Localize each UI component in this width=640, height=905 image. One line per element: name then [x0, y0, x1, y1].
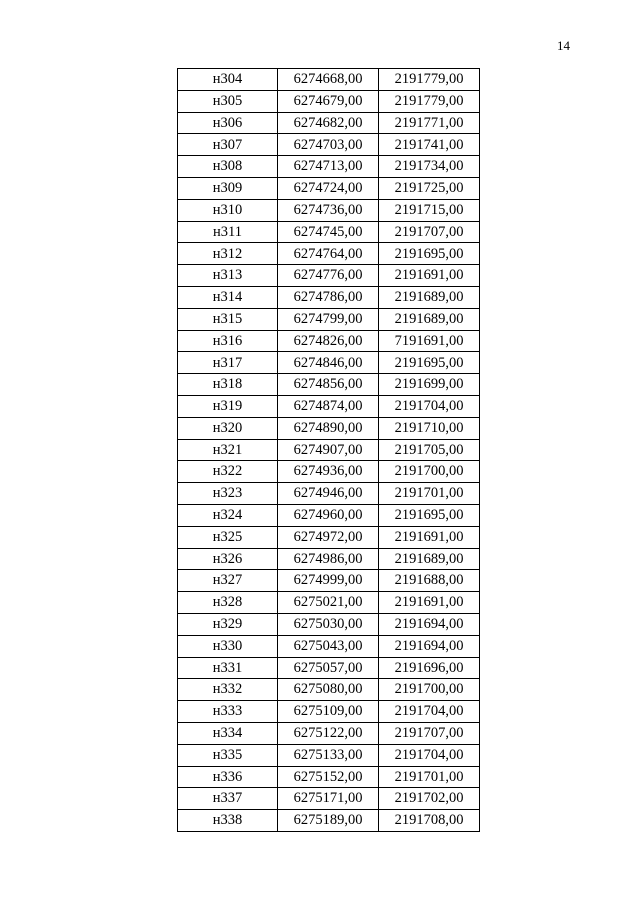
y-coordinate-cell: 2191695,00	[379, 504, 480, 526]
point-id-cell: н316	[178, 330, 278, 352]
y-coordinate-cell: 2191695,00	[379, 352, 480, 374]
x-coordinate-cell: 6274724,00	[278, 177, 379, 199]
y-coordinate-cell: 2191710,00	[379, 417, 480, 439]
point-id-cell: н322	[178, 461, 278, 483]
x-coordinate-cell: 6274846,00	[278, 352, 379, 374]
y-coordinate-cell: 2191702,00	[379, 788, 480, 810]
x-coordinate-cell: 6274946,00	[278, 483, 379, 505]
table-row	[178, 221, 480, 243]
point-id-cell: н312	[178, 243, 278, 265]
point-id-cell: н333	[178, 701, 278, 723]
table-row	[178, 439, 480, 461]
table-row	[178, 395, 480, 417]
y-coordinate-cell: 2191700,00	[379, 679, 480, 701]
table-row	[178, 286, 480, 308]
table-row	[178, 112, 480, 134]
y-coordinate-cell: 2191689,00	[379, 286, 480, 308]
point-id-cell: н311	[178, 221, 278, 243]
coordinates-table-body	[178, 69, 480, 832]
x-coordinate-cell: 6274999,00	[278, 570, 379, 592]
table-row	[178, 548, 480, 570]
x-coordinate-cell: 6275122,00	[278, 722, 379, 744]
table-row	[178, 352, 480, 374]
table-row	[178, 69, 480, 91]
table-row	[178, 592, 480, 614]
y-coordinate-cell: 2191691,00	[379, 592, 480, 614]
table-row	[178, 613, 480, 635]
point-id-cell: н326	[178, 548, 278, 570]
table-row	[178, 483, 480, 505]
point-id-cell: н314	[178, 286, 278, 308]
x-coordinate-cell: 6274799,00	[278, 308, 379, 330]
y-coordinate-cell: 2191707,00	[379, 221, 480, 243]
point-id-cell: н308	[178, 156, 278, 178]
x-coordinate-cell: 6274936,00	[278, 461, 379, 483]
point-id-cell: н327	[178, 570, 278, 592]
x-coordinate-cell: 6274972,00	[278, 526, 379, 548]
x-coordinate-cell: 6274679,00	[278, 90, 379, 112]
x-coordinate-cell: 6275109,00	[278, 701, 379, 723]
point-id-cell: н332	[178, 679, 278, 701]
y-coordinate-cell: 2191695,00	[379, 243, 480, 265]
table-row	[178, 134, 480, 156]
x-coordinate-cell: 6274668,00	[278, 69, 379, 91]
point-id-cell: н329	[178, 613, 278, 635]
y-coordinate-cell: 2191779,00	[379, 90, 480, 112]
y-coordinate-cell: 2191715,00	[379, 199, 480, 221]
table-row	[178, 417, 480, 439]
point-id-cell: н335	[178, 744, 278, 766]
table-row	[178, 265, 480, 287]
table-row	[178, 308, 480, 330]
point-id-cell: н334	[178, 722, 278, 744]
x-coordinate-cell: 6274703,00	[278, 134, 379, 156]
y-coordinate-cell: 2191691,00	[379, 265, 480, 287]
point-id-cell: н330	[178, 635, 278, 657]
table-row	[178, 374, 480, 396]
point-id-cell: н336	[178, 766, 278, 788]
x-coordinate-cell: 6274736,00	[278, 199, 379, 221]
point-id-cell: н331	[178, 657, 278, 679]
point-id-cell: н319	[178, 395, 278, 417]
y-coordinate-cell: 2191689,00	[379, 308, 480, 330]
x-coordinate-cell: 6275152,00	[278, 766, 379, 788]
x-coordinate-cell: 6274776,00	[278, 265, 379, 287]
x-coordinate-cell: 6274960,00	[278, 504, 379, 526]
table-row	[178, 461, 480, 483]
x-coordinate-cell: 6274890,00	[278, 417, 379, 439]
point-id-cell: н324	[178, 504, 278, 526]
point-id-cell: н313	[178, 265, 278, 287]
table-row	[178, 657, 480, 679]
x-coordinate-cell: 6274713,00	[278, 156, 379, 178]
x-coordinate-cell: 6274826,00	[278, 330, 379, 352]
x-coordinate-cell: 6275171,00	[278, 788, 379, 810]
y-coordinate-cell: 2191705,00	[379, 439, 480, 461]
table-row	[178, 330, 480, 352]
point-id-cell: н305	[178, 90, 278, 112]
x-coordinate-cell: 6274907,00	[278, 439, 379, 461]
table-row	[178, 570, 480, 592]
page-number: 14	[557, 38, 570, 53]
y-coordinate-cell: 2191704,00	[379, 744, 480, 766]
point-id-cell: н310	[178, 199, 278, 221]
y-coordinate-cell: 2191707,00	[379, 722, 480, 744]
point-id-cell: н317	[178, 352, 278, 374]
y-coordinate-cell: 2191696,00	[379, 657, 480, 679]
y-coordinate-cell: 2191699,00	[379, 374, 480, 396]
table-row	[178, 156, 480, 178]
y-coordinate-cell: 2191694,00	[379, 613, 480, 635]
x-coordinate-cell: 6274786,00	[278, 286, 379, 308]
y-coordinate-cell: 2191694,00	[379, 635, 480, 657]
table-row	[178, 766, 480, 788]
y-coordinate-cell: 2191688,00	[379, 570, 480, 592]
y-coordinate-cell: 2191691,00	[379, 526, 480, 548]
table-row	[178, 788, 480, 810]
y-coordinate-cell: 7191691,00	[379, 330, 480, 352]
table-row	[178, 701, 480, 723]
point-id-cell: н304	[178, 69, 278, 91]
table-row	[178, 199, 480, 221]
x-coordinate-cell: 6275021,00	[278, 592, 379, 614]
x-coordinate-cell: 6274856,00	[278, 374, 379, 396]
table-row	[178, 722, 480, 744]
point-id-cell: н323	[178, 483, 278, 505]
table-row	[178, 679, 480, 701]
y-coordinate-cell: 2191771,00	[379, 112, 480, 134]
y-coordinate-cell: 2191734,00	[379, 156, 480, 178]
coordinates-table	[177, 68, 480, 832]
table-row	[178, 810, 480, 832]
point-id-cell: н328	[178, 592, 278, 614]
point-id-cell: н307	[178, 134, 278, 156]
y-coordinate-cell: 2191704,00	[379, 701, 480, 723]
table-row	[178, 635, 480, 657]
x-coordinate-cell: 6275189,00	[278, 810, 379, 832]
point-id-cell: н315	[178, 308, 278, 330]
x-coordinate-cell: 6274986,00	[278, 548, 379, 570]
y-coordinate-cell: 2191704,00	[379, 395, 480, 417]
point-id-cell: н320	[178, 417, 278, 439]
table-row	[178, 526, 480, 548]
y-coordinate-cell: 2191708,00	[379, 810, 480, 832]
point-id-cell: н337	[178, 788, 278, 810]
x-coordinate-cell: 6274745,00	[278, 221, 379, 243]
x-coordinate-cell: 6274764,00	[278, 243, 379, 265]
x-coordinate-cell: 6275057,00	[278, 657, 379, 679]
y-coordinate-cell: 2191689,00	[379, 548, 480, 570]
point-id-cell: н321	[178, 439, 278, 461]
table-row	[178, 744, 480, 766]
y-coordinate-cell: 2191725,00	[379, 177, 480, 199]
y-coordinate-cell: 2191700,00	[379, 461, 480, 483]
point-id-cell: н318	[178, 374, 278, 396]
y-coordinate-cell: 2191779,00	[379, 69, 480, 91]
x-coordinate-cell: 6275043,00	[278, 635, 379, 657]
point-id-cell: н309	[178, 177, 278, 199]
x-coordinate-cell: 6275030,00	[278, 613, 379, 635]
x-coordinate-cell: 6275133,00	[278, 744, 379, 766]
point-id-cell: н306	[178, 112, 278, 134]
y-coordinate-cell: 2191701,00	[379, 483, 480, 505]
x-coordinate-cell: 6275080,00	[278, 679, 379, 701]
table-row	[178, 504, 480, 526]
y-coordinate-cell: 2191701,00	[379, 766, 480, 788]
table-row	[178, 90, 480, 112]
x-coordinate-cell: 6274874,00	[278, 395, 379, 417]
point-id-cell: н338	[178, 810, 278, 832]
table-row	[178, 177, 480, 199]
point-id-cell: н325	[178, 526, 278, 548]
x-coordinate-cell: 6274682,00	[278, 112, 379, 134]
y-coordinate-cell: 2191741,00	[379, 134, 480, 156]
table-row	[178, 243, 480, 265]
